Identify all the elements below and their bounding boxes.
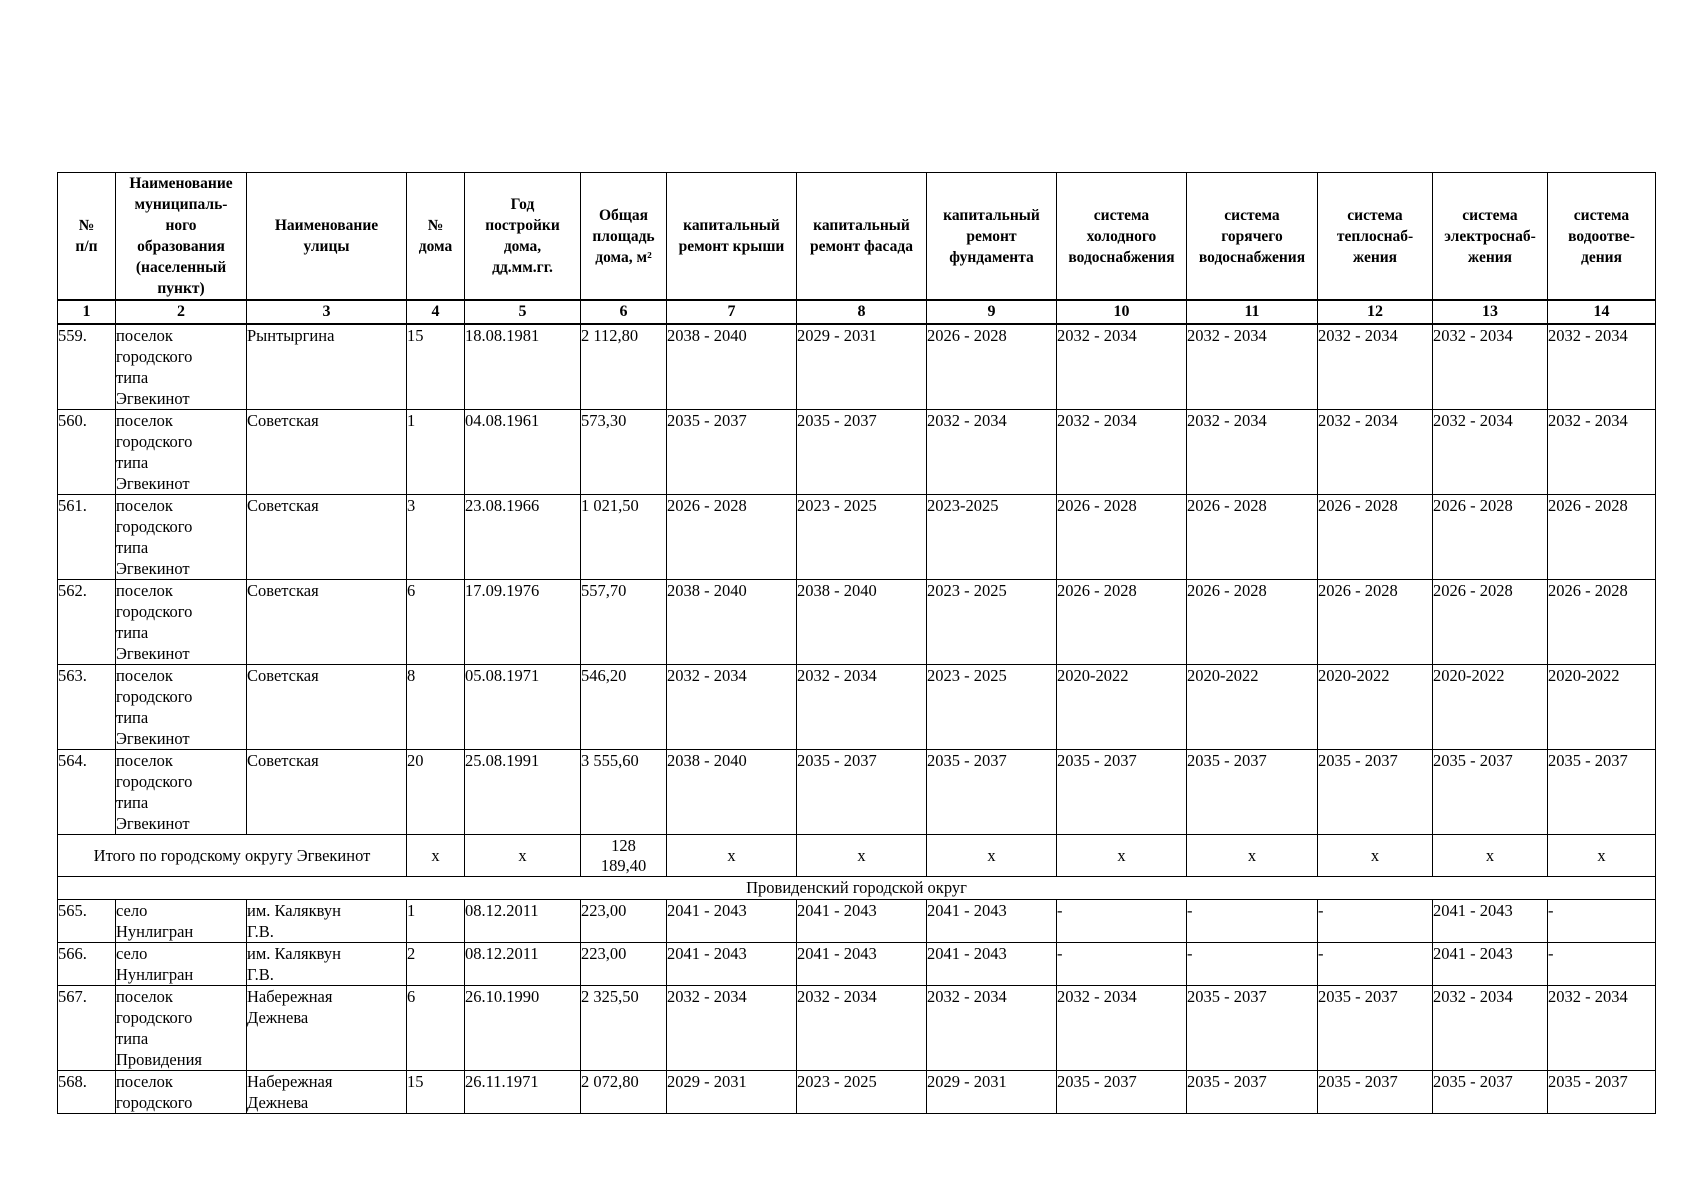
table-cell: 2038 - 2040 — [797, 580, 927, 665]
section-title: Провиденский городской округ — [58, 877, 1656, 900]
table-cell: 05.08.1971 — [465, 665, 581, 750]
column-number: 12 — [1318, 300, 1433, 324]
table-cell: 2026 - 2028 — [927, 324, 1057, 410]
table-cell: 8 — [407, 665, 465, 750]
total-mark: х — [1057, 835, 1187, 877]
table-cell: 2035 - 2037 — [1433, 1071, 1548, 1114]
table-cell: 2035 - 2037 — [1548, 1071, 1656, 1114]
header-cell-facade: капитальный ремонт фасада — [797, 173, 927, 301]
table-row — [58, 900, 1656, 943]
total-mark: х — [1318, 835, 1433, 877]
table-cell: Набережная Дежнева — [247, 986, 407, 1071]
table-cell: 2020-2022 — [1548, 665, 1656, 750]
table-cell: - — [1187, 943, 1318, 986]
column-number: 2 — [116, 300, 247, 324]
table-cell: - — [1057, 943, 1187, 986]
table-cell: 2035 - 2037 — [1318, 986, 1433, 1071]
table-cell: 15 — [407, 324, 465, 410]
table-row — [58, 943, 1656, 986]
table-cell: 2026 - 2028 — [1548, 495, 1656, 580]
table-cell: 18.08.1981 — [465, 324, 581, 410]
table-cell: 2026 - 2028 — [1433, 495, 1548, 580]
table-row — [58, 580, 1656, 665]
table-cell: поселок городского типа Эгвекинот — [116, 495, 247, 580]
column-number: 10 — [1057, 300, 1187, 324]
table-cell: Советская — [247, 750, 407, 835]
header-cell-number: № п/п — [58, 173, 116, 301]
egvekinot-rows — [58, 324, 1656, 835]
table-cell: - — [1548, 943, 1656, 986]
column-number: 11 — [1187, 300, 1318, 324]
table-cell: 2023-2025 — [927, 495, 1057, 580]
header-cell-hot-water: система горячего водоснабжения — [1187, 173, 1318, 301]
table-cell: 6 — [407, 986, 465, 1071]
table-cell: Советская — [247, 580, 407, 665]
table-cell: 565. — [58, 900, 116, 943]
table-cell: 2032 - 2034 — [1548, 410, 1656, 495]
table-cell: 2032 - 2034 — [1057, 410, 1187, 495]
table-row — [58, 495, 1656, 580]
total-mark: х — [1433, 835, 1548, 877]
table-cell: 2035 - 2037 — [1318, 1071, 1433, 1114]
table-cell: 23.08.1966 — [465, 495, 581, 580]
table-cell: 2035 - 2037 — [1433, 750, 1548, 835]
repair-schedule-table — [57, 172, 1656, 1114]
column-number: 5 — [465, 300, 581, 324]
header-cell-sewerage: система водоотве- дения — [1548, 173, 1656, 301]
table-cell: село Нунлигран — [116, 943, 247, 986]
table-cell: 2026 - 2028 — [1057, 495, 1187, 580]
header-cell-foundation: капитальный ремонт фундамента — [927, 173, 1057, 301]
table-cell: 562. — [58, 580, 116, 665]
table-cell: 2038 - 2040 — [667, 324, 797, 410]
column-number-row — [58, 300, 1656, 324]
table-cell: 2035 - 2037 — [797, 410, 927, 495]
table-cell: поселок городского типа Эгвекинот — [116, 750, 247, 835]
table-cell: поселок городского типа Эгвекинот — [116, 324, 247, 410]
total-mark: х — [797, 835, 927, 877]
table-cell: 564. — [58, 750, 116, 835]
table-row — [58, 750, 1656, 835]
provideniya-rows — [58, 900, 1656, 1114]
table-cell: Советская — [247, 410, 407, 495]
table-cell: поселок городского — [116, 1071, 247, 1114]
header-row — [58, 173, 1656, 301]
table-cell: 3 555,60 — [581, 750, 667, 835]
table-cell: 2032 - 2034 — [1548, 324, 1656, 410]
table-cell: 2032 - 2034 — [1057, 324, 1187, 410]
table-cell: 2032 - 2034 — [1057, 986, 1187, 1071]
table-cell: 25.08.1991 — [465, 750, 581, 835]
table-cell: поселок городского типа Эгвекинот — [116, 580, 247, 665]
table-cell: 223,00 — [581, 900, 667, 943]
table-cell: 08.12.2011 — [465, 943, 581, 986]
table-cell: 2029 - 2031 — [927, 1071, 1057, 1114]
table-cell: 2 072,80 — [581, 1071, 667, 1114]
table-cell: 2032 - 2034 — [1187, 410, 1318, 495]
table-cell: 2026 - 2028 — [1057, 580, 1187, 665]
table-row — [58, 410, 1656, 495]
table-cell: 2041 - 2043 — [667, 900, 797, 943]
table-cell: 2026 - 2028 — [1433, 580, 1548, 665]
table-cell: 2032 - 2034 — [1318, 324, 1433, 410]
table-cell: 08.12.2011 — [465, 900, 581, 943]
header-cell-electricity: система электроснаб- жения — [1433, 173, 1548, 301]
table-cell: - — [1057, 900, 1187, 943]
table-cell: 2026 - 2028 — [1318, 495, 1433, 580]
table-cell: 2041 - 2043 — [1433, 943, 1548, 986]
column-number: 8 — [797, 300, 927, 324]
table-cell: 2035 - 2037 — [1057, 1071, 1187, 1114]
table-cell: 2041 - 2043 — [797, 900, 927, 943]
table-cell: 2038 - 2040 — [667, 750, 797, 835]
table-cell: поселок городского типа Эгвекинот — [116, 665, 247, 750]
header-cell-house: № дома — [407, 173, 465, 301]
total-mark: х — [667, 835, 797, 877]
total-mark: х — [1187, 835, 1318, 877]
table-cell: 2026 - 2028 — [1548, 580, 1656, 665]
column-number: 3 — [247, 300, 407, 324]
table-cell: 2035 - 2037 — [927, 750, 1057, 835]
table-cell: 573,30 — [581, 410, 667, 495]
total-mark: х — [1548, 835, 1656, 877]
table-cell: - — [1187, 900, 1318, 943]
table-cell: 2035 - 2037 — [1187, 986, 1318, 1071]
header-cell-area: Общая площадь дома, м² — [581, 173, 667, 301]
table-cell: 2023 - 2025 — [927, 665, 1057, 750]
table-cell: Советская — [247, 495, 407, 580]
header-cell-roof: капитальный ремонт крыши — [667, 173, 797, 301]
table-row — [58, 986, 1656, 1071]
table-cell: 223,00 — [581, 943, 667, 986]
table-cell: Набережная Дежнева — [247, 1071, 407, 1114]
table-cell: 2032 - 2034 — [1433, 324, 1548, 410]
table-cell: 26.10.1990 — [465, 986, 581, 1071]
table-cell: 2032 - 2034 — [667, 986, 797, 1071]
table-cell: 2 325,50 — [581, 986, 667, 1071]
column-number: 7 — [667, 300, 797, 324]
table-cell: им. Каляквун Г.В. — [247, 943, 407, 986]
table-cell: 2035 - 2037 — [797, 750, 927, 835]
table-cell: Советская — [247, 665, 407, 750]
table-cell: 2020-2022 — [1057, 665, 1187, 750]
header-cell-street: Наименование улицы — [247, 173, 407, 301]
total-row — [58, 835, 1656, 877]
table-cell: 2032 - 2034 — [927, 986, 1057, 1071]
column-number: 9 — [927, 300, 1057, 324]
table-cell: 2 — [407, 943, 465, 986]
table-cell: 2023 - 2025 — [797, 495, 927, 580]
table-cell: 2041 - 2043 — [667, 943, 797, 986]
table-row — [58, 665, 1656, 750]
total-mark: х — [927, 835, 1057, 877]
table-cell: 2 112,80 — [581, 324, 667, 410]
table-cell: 1 — [407, 900, 465, 943]
table-cell: 2020-2022 — [1433, 665, 1548, 750]
table-cell: 546,20 — [581, 665, 667, 750]
table-cell: 2032 - 2034 — [797, 986, 927, 1071]
total-area: 128 189,40 — [581, 835, 667, 877]
table-cell: 2020-2022 — [1318, 665, 1433, 750]
table-cell: 2035 - 2037 — [1318, 750, 1433, 835]
header-cell-heating: система теплоснаб- жения — [1318, 173, 1433, 301]
table-cell: 2041 - 2043 — [797, 943, 927, 986]
table-cell: 560. — [58, 410, 116, 495]
table-cell: - — [1548, 900, 1656, 943]
header-cell-cold-water: система холодного водоснабжения — [1057, 173, 1187, 301]
table-cell: 2032 - 2034 — [1433, 986, 1548, 1071]
table-cell: 2023 - 2025 — [927, 580, 1057, 665]
table-cell: поселок городского типа Эгвекинот — [116, 410, 247, 495]
table-cell: 2041 - 2043 — [1433, 900, 1548, 943]
table-cell: 2041 - 2043 — [927, 943, 1057, 986]
table-cell: 559. — [58, 324, 116, 410]
column-number: 14 — [1548, 300, 1656, 324]
table-cell: 17.09.1976 — [465, 580, 581, 665]
table-cell: 2026 - 2028 — [1187, 495, 1318, 580]
table-cell: 567. — [58, 986, 116, 1071]
table-cell: 26.11.1971 — [465, 1071, 581, 1114]
table-cell: 563. — [58, 665, 116, 750]
table-cell: - — [1318, 900, 1433, 943]
table-cell: 2026 - 2028 — [667, 495, 797, 580]
table-cell: 2029 - 2031 — [797, 324, 927, 410]
header-cell-build-year: Год постройки дома, дд.мм.гг. — [465, 173, 581, 301]
table-cell: 2035 - 2037 — [667, 410, 797, 495]
table-cell: поселок городского типа Провидения — [116, 986, 247, 1071]
section-row — [58, 877, 1656, 900]
table-cell: 1 021,50 — [581, 495, 667, 580]
table-cell: - — [1318, 943, 1433, 986]
table-cell: 2038 - 2040 — [667, 580, 797, 665]
table-cell: 2032 - 2034 — [1548, 986, 1656, 1071]
column-number: 4 — [407, 300, 465, 324]
table-cell: 3 — [407, 495, 465, 580]
table-cell: 2026 - 2028 — [1318, 580, 1433, 665]
table-cell: 2035 - 2037 — [1187, 750, 1318, 835]
table-cell: 2035 - 2037 — [1057, 750, 1187, 835]
table-cell: 2032 - 2034 — [1187, 324, 1318, 410]
table-cell: 04.08.1961 — [465, 410, 581, 495]
table-cell: 561. — [58, 495, 116, 580]
table-cell: 6 — [407, 580, 465, 665]
total-label: Итого по городскому округу Эгвекинот — [58, 835, 407, 877]
total-mark: х — [465, 835, 581, 877]
table-cell: село Нунлигран — [116, 900, 247, 943]
table-cell: Рынтыргина — [247, 324, 407, 410]
table-row — [58, 324, 1656, 410]
table-cell: 15 — [407, 1071, 465, 1114]
table-cell: 1 — [407, 410, 465, 495]
table-cell: им. Каляквун Г.В. — [247, 900, 407, 943]
column-number: 13 — [1433, 300, 1548, 324]
table-cell: 2035 - 2037 — [1187, 1071, 1318, 1114]
total-section — [58, 835, 1656, 900]
table-cell: 2032 - 2034 — [797, 665, 927, 750]
table-cell: 2020-2022 — [1187, 665, 1318, 750]
column-number: 6 — [581, 300, 667, 324]
table-cell: 2035 - 2037 — [1548, 750, 1656, 835]
table-cell: 2023 - 2025 — [797, 1071, 927, 1114]
table-cell: 2032 - 2034 — [1433, 410, 1548, 495]
table-cell: 566. — [58, 943, 116, 986]
table-cell: 20 — [407, 750, 465, 835]
column-number: 1 — [58, 300, 116, 324]
table-cell: 568. — [58, 1071, 116, 1114]
table-cell: 2032 - 2034 — [1318, 410, 1433, 495]
table-cell: 2029 - 2031 — [667, 1071, 797, 1114]
total-mark: х — [407, 835, 465, 877]
header-cell-municipality: Наименование муниципаль- ного образования (населенный пункт) — [116, 173, 247, 301]
table-cell: 2032 - 2034 — [667, 665, 797, 750]
table-cell: 2026 - 2028 — [1187, 580, 1318, 665]
table-cell: 2041 - 2043 — [927, 900, 1057, 943]
table-cell: 2032 - 2034 — [927, 410, 1057, 495]
table-cell: 557,70 — [581, 580, 667, 665]
table-row — [58, 1071, 1656, 1114]
